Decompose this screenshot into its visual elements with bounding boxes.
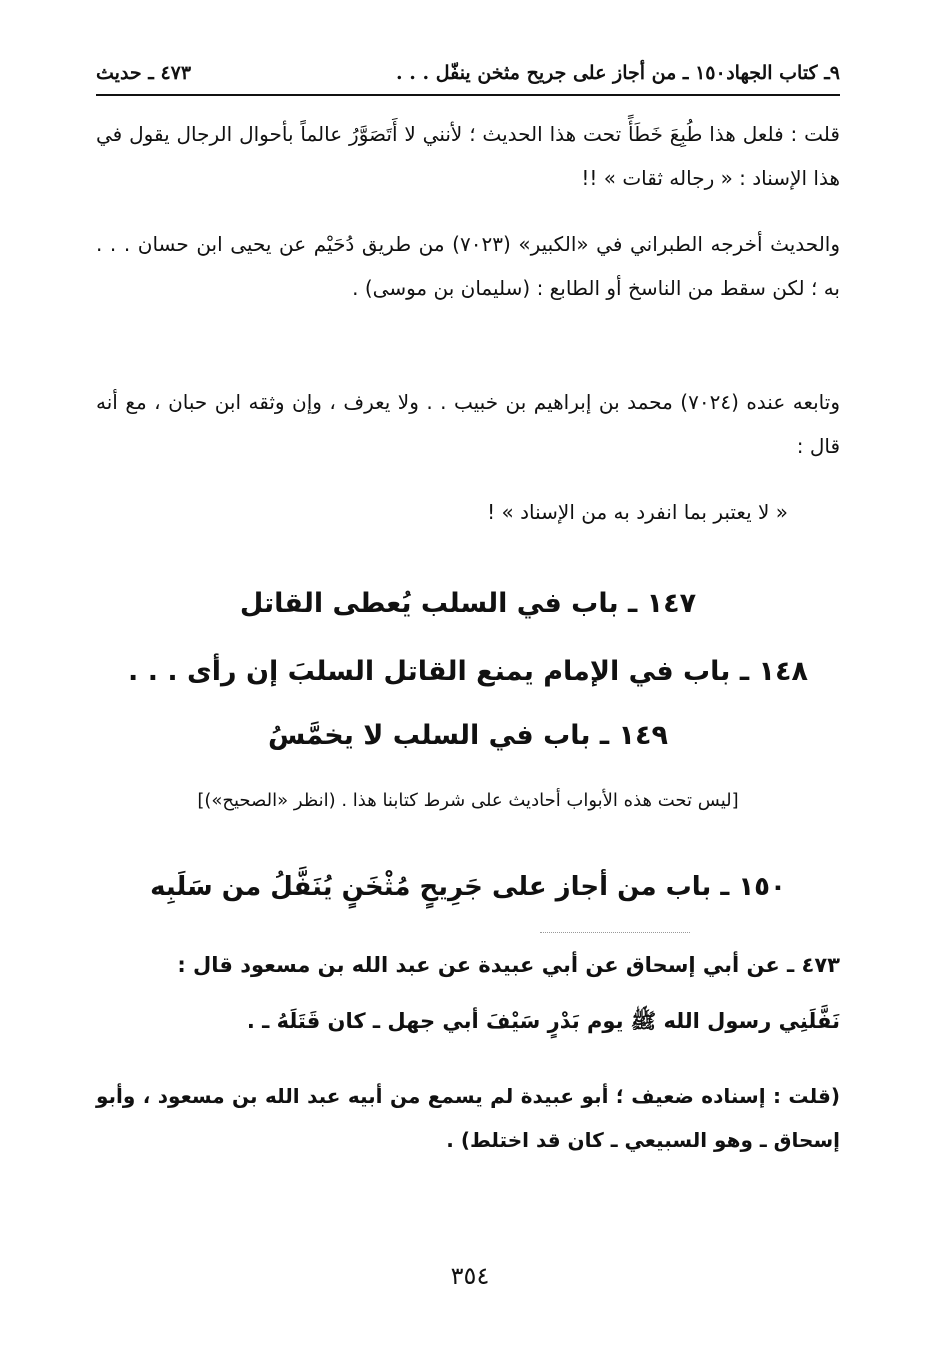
- chapter-heading-149: ١٤٩ ـ باب في السلب لا يخمَّسُ: [268, 720, 668, 751]
- chapter-heading-147: ١٤٧ ـ باب في السلب يُعطى القاتل: [239, 588, 697, 619]
- hadith-comment: (قلت : إسناده ضعيف ؛ أبو عبيدة لم يسمع من أبيه عبد الله بن مسعود ، وأبو إسحاق ـ وهو السبيعي ـ كان قد اختلط) .: [96, 1084, 840, 1152]
- editor-note: [ليس تحت هذه الأبواب أحاديث على شرط كتابنا هذا . (انظر «الصحيح»)]: [197, 790, 739, 811]
- hadith-473-matn: نَفَّلَنِي رسول الله ﷺ يوم بَدْرٍ سَيْفَ أبي جهل ـ كان قَتَلَهُ ـ .: [246, 1009, 840, 1033]
- header-chapter: ٩ـ كتاب الجهاد: [726, 62, 840, 84]
- header-section: ١٥٠ ـ من أجاز على جريح مثخن ينفّل . . .: [396, 62, 726, 84]
- hadith-473-isnad: ٤٧٣ ـ عن أبي إسحاق عن أبي عبيدة عن عبد الله بن مسعود قال :: [177, 953, 840, 977]
- paragraph-4-quote: « لا يعتبر بما انفرد به من الإسناد » !: [487, 500, 788, 524]
- paragraph-2: والحديث أخرجه الطبراني في «الكبير» (٧٠٢٣) من طريق دُحَيْم عن يحيى ابن حسان . . . به ؛ لكن سقط من الناسخ أو الطابع : (سليمان بن موسى) .: [96, 232, 841, 300]
- paragraph-3: وتابعه عنده (٧٠٢٤) محمد بن إبراهيم بن خبيب . . ولا يعرف ، وإن وثقه ابن حبان ، مع أنه قال :: [96, 390, 841, 458]
- divider: [540, 932, 690, 933]
- paragraph-1: قلت : فلعل هذا طُبِعَ خَطَأً تحت هذا الحديث ؛ لأنني لا أَتَصَوَّرُ عالماً بأحوال الرجال يقول في هذا الإسناد : « رجاله ثقات » !!: [96, 122, 840, 190]
- header-hadith-number: ٤٧٣ ـ حديث: [96, 62, 192, 84]
- running-header: [96, 56, 840, 96]
- chapter-heading-148: ١٤٨ ـ باب في الإمام يمنع القاتل السلبَ إن رأى . . .: [128, 656, 808, 687]
- chapter-heading-150: ١٥٠ ـ باب من أجاز على جَرِيحٍ مُثْخَنٍ يُنَفَّلُ من سَلَبِه: [150, 872, 786, 902]
- page-number: ٣٥٤: [450, 1262, 490, 1290]
